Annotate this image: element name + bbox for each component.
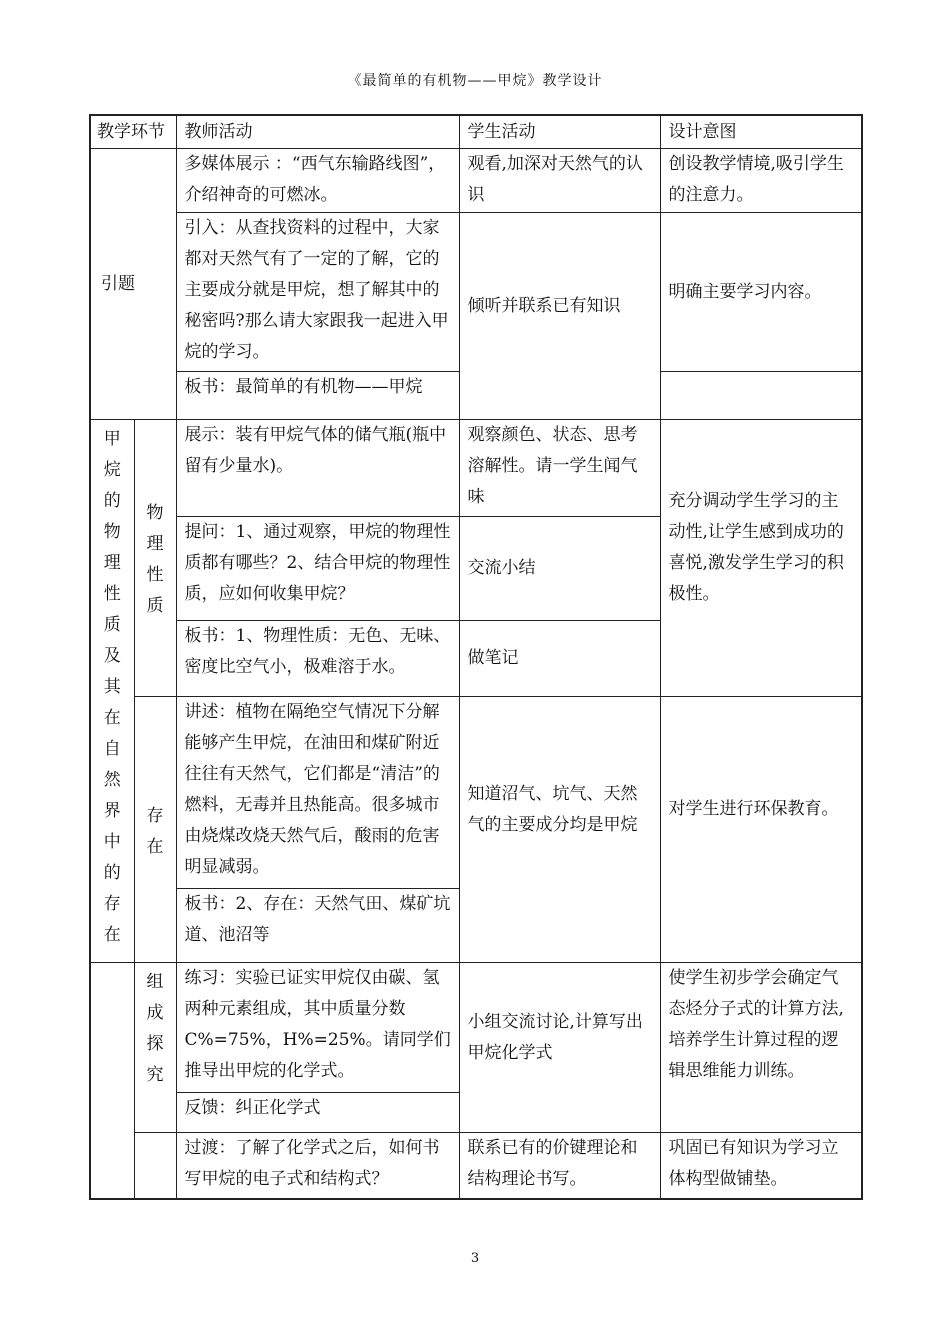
header-design-intent: 设计意图 [660,115,862,149]
student-activity-cell: 做笔记 [459,621,660,697]
table-row [90,1133,862,1199]
table-row [90,697,862,889]
teacher-activity-cell: 多媒体展示 ：“西气东输路线图”，介绍神奇的可燃冰。 [176,149,459,213]
student-activity-cell: 交流小结 [459,517,660,621]
page-number: 3 [470,1251,480,1266]
subsection-empty [134,1133,176,1199]
teacher-activity-cell: 展示：装有甲烷气体的储气瓶(瓶中留有少量水)。 [176,420,459,517]
table-row [90,420,862,517]
header-student-activity: 学生活动 [459,115,660,149]
student-activity-cell: 倾听并联系已有知识 [459,213,660,420]
design-intent-cell-empty [660,372,862,420]
section-physical-label: 甲烷的物理性质及其在自然界中的存在 [103,429,121,945]
subsection-existence: 存在 [134,697,176,963]
header-teaching-stage: 教学环节 [90,115,176,149]
document-header: 《最简单的有机物——甲烷》教学设计 [347,73,603,89]
teacher-activity-cell: 反馈：纠正化学式 [176,1093,459,1133]
student-activity-cell: 观察颜色、状态、思考溶解性。请一学生闻气味 [459,420,660,517]
section-intro: 引题 [90,149,176,420]
teacher-activity-cell: 讲述：植物在隔绝空气情况下分解能够产生甲烷，在油田和煤矿附近往往有天然气，它们都是“清洁”的燃料，无毒并且热能高。很多城市由烧煤改烧天然气后，酸雨的危害明显减弱。 [176,697,459,889]
section-physical-existence [90,420,134,963]
table-row [90,213,862,372]
teacher-activity-cell: 板书：2、存在：天然气田、煤矿坑道、池沼等 [176,889,459,963]
design-intent-cell: 明确主要学习内容。 [660,213,862,372]
design-intent-cell: 巩固已有知识为学习立体构型做铺垫。 [660,1133,862,1199]
section-empty [90,963,134,1199]
lesson-plan-table [89,114,863,1200]
student-activity-cell: 知道沼气、坑气、天然气的主要成分均是甲烷 [459,697,660,963]
table-header-row [90,115,862,149]
subsection-physical: 物理性质 [134,420,176,697]
teacher-activity-cell: 板书：最简单的有机物——甲烷 [176,372,459,420]
teacher-activity-cell: 练习：实验已证实甲烷仅由碳、氢两种元素组成，其中质量分数C%=75%，H%=25%。请同学们推导出甲烷的化学式。 [176,963,459,1093]
design-intent-cell: 充分调动学生学习的主动性,让学生感到成功的喜悦,激发学生学习的积极性。 [660,420,862,697]
student-activity-cell: 观看,加深对天然气的认识 [459,149,660,213]
design-intent-cell: 使学生初步学会确定气态烃分子式的计算方法,培养学生计算过程的逻辑思维能力训练。 [660,963,862,1133]
design-intent-cell: 创设教学情境,吸引学生的注意力。 [660,149,862,213]
teacher-activity-cell: 引入：从查找资料的过程中，大家都对天然气有了一定的了解，它的主要成分就是甲烷，想了解其中的秘密吗?那么请大家跟我一起进入甲烷的学习。 [176,213,459,372]
table-row [90,149,862,213]
subsection-composition: 组成探究 [134,963,176,1133]
student-activity-cell: 小组交流讨论,计算写出甲烷化学式 [459,963,660,1133]
student-activity-cell: 联系已有的价键理论和结构理论书写。 [459,1133,660,1199]
header-teacher-activity: 教师活动 [176,115,459,149]
teacher-activity-cell: 提问：1、通过观察，甲烷的物理性质都有哪些？2、结合甲烷的物理性质，应如何收集甲烷？ [176,517,459,621]
table-row [90,963,862,1093]
design-intent-cell: 对学生进行环保教育。 [660,697,862,963]
teacher-activity-cell: 过渡：了解了化学式之后，如何书写甲烷的电子式和结构式？ [176,1133,459,1199]
teacher-activity-cell: 板书：1、物理性质：无色、无味、密度比空气小，极难溶于水。 [176,621,459,697]
